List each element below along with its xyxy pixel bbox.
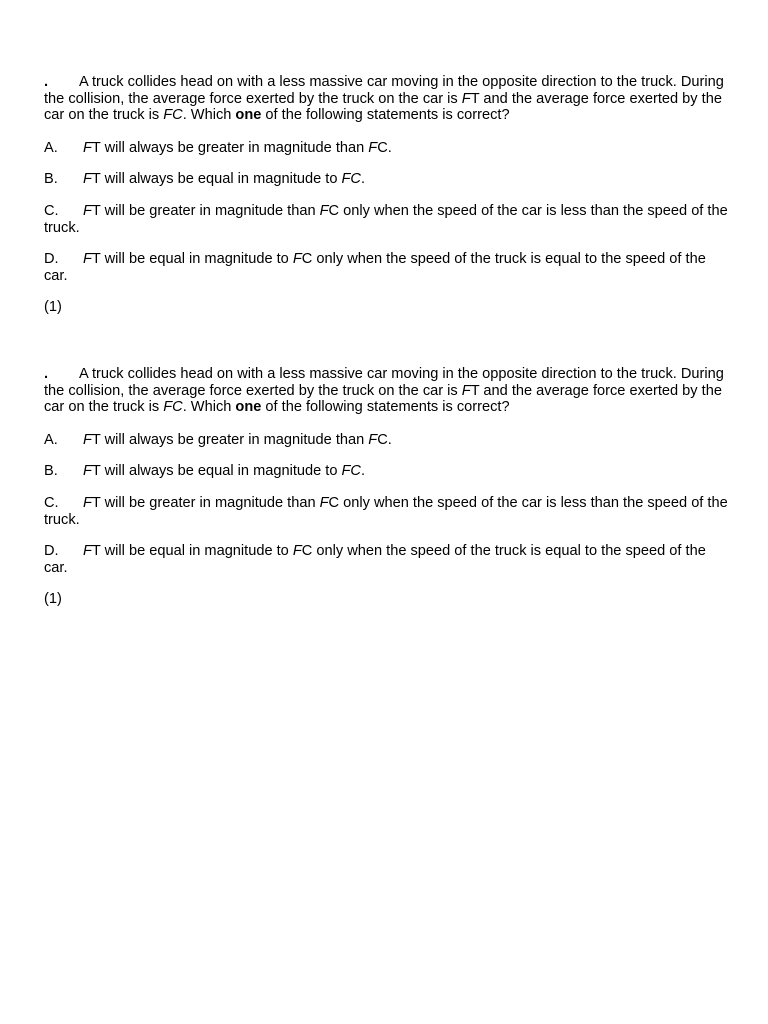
option-c: C. FT will be greater in magnitude than FC only when the speed of the car is less than the speed of the truck. [44,494,728,528]
question-1 [44,74,728,316]
option-c: C. FT will be greater in magnitude than FC only when the speed of the car is less than the speed of the truck. [44,202,728,236]
question-number: . [44,365,49,382]
marks-label: (1) [44,299,62,316]
document-page [44,74,728,608]
marks-label: (1) [44,591,62,608]
question-stem: . A truck collides head on with a less massive car moving in the opposite direction to the truck. During the collision, the average force exerted by the truck on the car is FT and the average force exerted by the car on the truck is FC. Which one of the following statements is correct? [44,365,724,416]
question-stem: . A truck collides head on with a less massive car moving in the opposite direction to the truck. During the collision, the average force exerted by the truck on the car is FT and the average force exerted by the car on the truck is FC. Which one of the following statements is correct? [44,74,724,124]
option-d: D. FT will be equal in magnitude to FC only when the speed of the truck is equal to the speed of the car. [44,543,706,576]
option-d: D. FT will be equal in magnitude to FC only when the speed of the truck is equal to the speed of the car. [44,251,706,284]
option-a: A. FT will always be greater in magnitude than FC. [44,431,392,448]
question-number: . [44,74,49,90]
option-a: A. FT will always be greater in magnitude than FC. [44,139,392,156]
option-b: B. FT will always be equal in magnitude to FC. [44,463,366,480]
question-2 [44,366,728,608]
option-b: B. FT will always be equal in magnitude to FC. [44,171,366,188]
